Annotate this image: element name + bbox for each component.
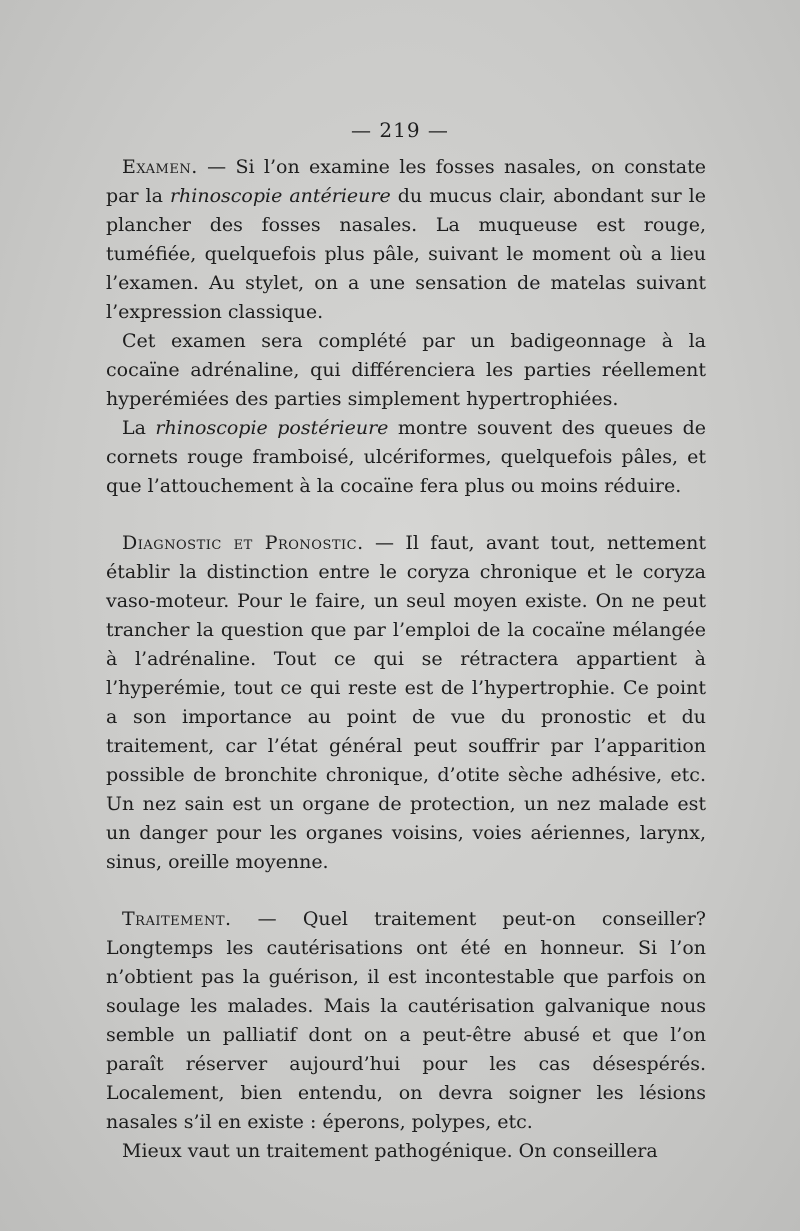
page-number: — 219 — — [351, 118, 449, 142]
traitement-text: — Quel traitement peut-on conseiller? Longtemps les cautérisations ont été en honneur. Si l’on n’obtient pas la guérison, il est incontestable que parfois on soulage les malades. Mais la cautérisation galvanique nous semble un palliatif dont on a peut-être abusé et que l’on paraît réserver aujourd’hui pour les cas désespérés. Localement, bien entendu, on devra soigner les lésions nasales s’il en existe : éperons, polypes, etc. — [106, 908, 706, 1133]
diagnostic-paragraph — [106, 529, 706, 877]
traitement-heading: Traitement. — [122, 908, 232, 930]
examen-text-b: du mucus clair, abondant sur le plancher des fosses nasales. La muqueuse est rouge, tuméfiée, quelquefois plus pâle, suivant le moment où a lieu l’examen. Au stylet, on a une sensation de matelas suivant l’expression classique. — [106, 185, 706, 323]
examen-p3-text-a: La — [122, 417, 156, 439]
page-text — [106, 153, 706, 1166]
examen-p3-text-b: montre souvent des queues de cornets rouge framboisé, ulcériformes, quelquefois pâles, et que l’attouchement à la cocaïne fera plus ou moins réduire. — [106, 417, 706, 497]
examen-heading: Examen. — [122, 156, 198, 178]
examen-italic-term: rhinoscopie antérieure — [169, 185, 391, 207]
examen-paragraph-2: Cet examen sera complété par un badigeonnage à la cocaïne adrénaline, qui différenciera les parties réellement hyperémiées des parties simplement hypertrophiées. — [106, 330, 706, 410]
examen-p3-italic-term: rhinoscopie postérieure — [155, 417, 389, 439]
examen-paragraph-1 — [106, 153, 706, 327]
traitement-paragraph-2: Mieux vaut un traitement pathogénique. On conseillera — [122, 1140, 658, 1162]
diagnostic-heading: Diagnostic et Pronostic. — [122, 532, 364, 554]
diagnostic-text: — Il faut, avant tout, nettement établir la distinction entre le coryza chronique et le coryza vaso-moteur. Pour le faire, un seul moyen existe. On ne peut trancher la question que par l’emploi de la cocaïne mélangée à l’adrénaline. Tout ce qui se rétractera appartient à l’hyperémie, tout ce qui reste est de l’hypertrophie. Ce point a son importance au point de vue du pronostic et du traitement, car l’état général peut souffrir par l’apparition possible de bronchite chronique, d’otite sèche adhésive, etc. Un nez sain est un organe de protection, un nez malade est un danger pour les organes voisins, voies aériennes, larynx, sinus, oreille moyenne. — [106, 532, 706, 873]
examen-paragraph-3 — [106, 414, 706, 501]
examen-text-a: — Si l’on examine les fosses nasales, on constate par la — [106, 156, 706, 207]
traitement-paragraph-1 — [106, 905, 706, 1137]
